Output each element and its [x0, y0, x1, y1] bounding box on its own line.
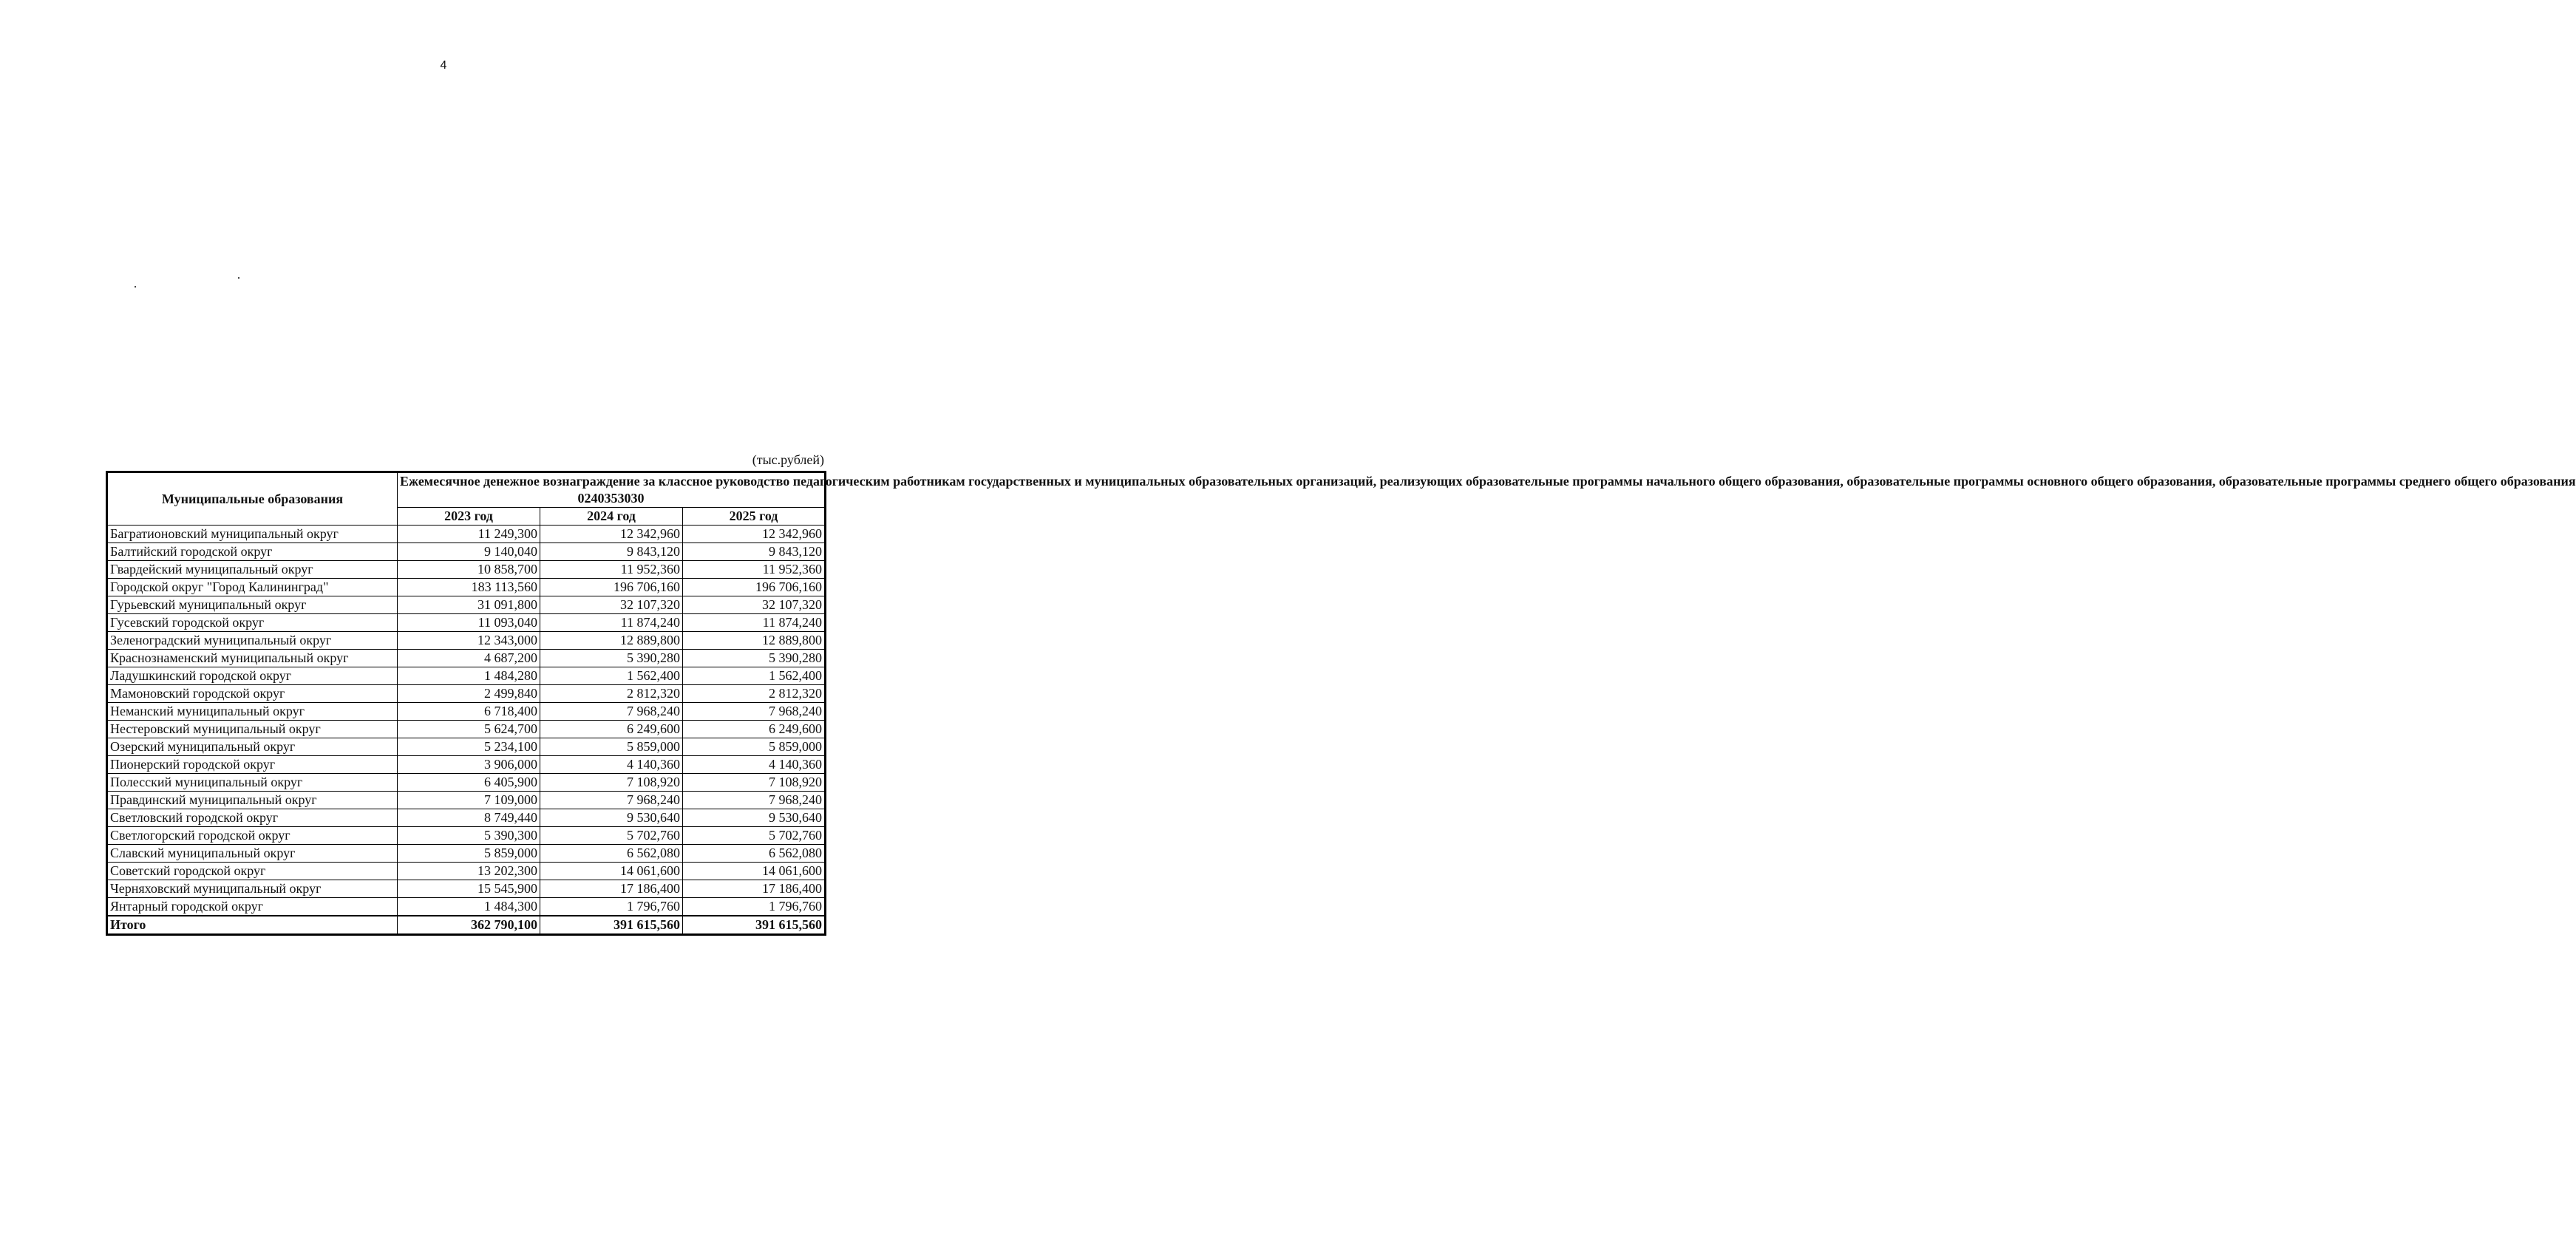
value-2025: 7 968,240 — [683, 703, 826, 721]
value-2025: 1 562,400 — [683, 667, 826, 685]
value-2025: 5 702,760 — [683, 827, 826, 845]
value-2023: 31 091,800 — [398, 596, 540, 614]
total-2025: 391 615,560 — [683, 916, 826, 935]
value-2025: 1 796,760 — [683, 898, 826, 916]
municipality-name: Неманский муниципальный округ — [107, 703, 398, 721]
value-2024: 6 562,080 — [540, 845, 683, 863]
value-2024: 4 140,360 — [540, 756, 683, 774]
table-row — [107, 596, 826, 614]
value-2024: 1 796,760 — [540, 898, 683, 916]
value-2025: 12 342,960 — [683, 526, 826, 543]
value-2023: 5 390,300 — [398, 827, 540, 845]
year-header-2025: 2025 год — [683, 508, 826, 526]
table-row — [107, 863, 826, 880]
value-2025: 11 874,240 — [683, 614, 826, 632]
table-row — [107, 614, 826, 632]
value-2025: 196 706,160 — [683, 579, 826, 596]
value-2024: 12 889,800 — [540, 632, 683, 650]
municipality-name: Балтийский городской округ — [107, 543, 398, 561]
municipality-name: Советский городской округ — [107, 863, 398, 880]
value-2025: 2 812,320 — [683, 685, 826, 703]
value-2024: 7 968,240 — [540, 703, 683, 721]
value-2023: 1 484,300 — [398, 898, 540, 916]
value-2023: 5 234,100 — [398, 738, 540, 756]
value-2024: 14 061,600 — [540, 863, 683, 880]
value-2024: 9 843,120 — [540, 543, 683, 561]
value-2024: 5 702,760 — [540, 827, 683, 845]
value-2025: 5 859,000 — [683, 738, 826, 756]
scan-speck — [238, 277, 239, 279]
value-2025: 9 530,640 — [683, 809, 826, 827]
value-2025: 7 108,920 — [683, 774, 826, 792]
municipality-name: Городской округ "Город Калининград" — [107, 579, 398, 596]
units-label: (тыс.рублей) — [752, 452, 824, 467]
table-row — [107, 827, 826, 845]
value-2024: 5 859,000 — [540, 738, 683, 756]
value-2025: 9 843,120 — [683, 543, 826, 561]
municipality-name: Гурьевский муниципальный округ — [107, 596, 398, 614]
municipality-name: Зеленоградский муниципальный округ — [107, 632, 398, 650]
value-2025: 6 562,080 — [683, 845, 826, 863]
table-row — [107, 543, 826, 561]
municipality-name: Светлогорский городской округ — [107, 827, 398, 845]
table-row — [107, 845, 826, 863]
scan-speck — [135, 286, 136, 288]
municipality-name: Правдинский муниципальный округ — [107, 792, 398, 809]
value-2023: 15 545,900 — [398, 880, 540, 898]
value-2024: 1 562,400 — [540, 667, 683, 685]
table-row — [107, 667, 826, 685]
value-2024: 32 107,320 — [540, 596, 683, 614]
table-row — [107, 792, 826, 809]
total-2023: 362 790,100 — [398, 916, 540, 935]
value-2023: 10 858,700 — [398, 561, 540, 579]
value-2024: 9 530,640 — [540, 809, 683, 827]
table-body — [107, 526, 826, 935]
value-2024: 7 108,920 — [540, 774, 683, 792]
value-2023: 7 109,000 — [398, 792, 540, 809]
municipality-name: Пионерский городской округ — [107, 756, 398, 774]
value-2024: 11 874,240 — [540, 614, 683, 632]
municipality-name: Черняховский муниципальный округ — [107, 880, 398, 898]
municipality-name: Багратионовский муниципальный округ — [107, 526, 398, 543]
value-2023: 6 405,900 — [398, 774, 540, 792]
municipality-name: Краснознаменский муниципальный округ — [107, 650, 398, 667]
value-2023: 6 718,400 — [398, 703, 540, 721]
table-header — [107, 472, 2576, 526]
value-2025: 7 968,240 — [683, 792, 826, 809]
value-2025: 17 186,400 — [683, 880, 826, 898]
value-2025: 32 107,320 — [683, 596, 826, 614]
value-2025: 11 952,360 — [683, 561, 826, 579]
value-2023: 5 859,000 — [398, 845, 540, 863]
table-row — [107, 632, 826, 650]
total-2024: 391 615,560 — [540, 916, 683, 935]
municipality-name: Полесский муниципальный округ — [107, 774, 398, 792]
value-2024: 5 390,280 — [540, 650, 683, 667]
table-row — [107, 526, 826, 543]
value-2024: 6 249,600 — [540, 721, 683, 738]
value-2023: 3 906,000 — [398, 756, 540, 774]
table-row — [107, 561, 826, 579]
value-2025: 14 061,600 — [683, 863, 826, 880]
indicator-code: 0240353030 — [577, 491, 645, 506]
municipality-name: Ладушкинский городской округ — [107, 667, 398, 685]
municipality-name: Гвардейский муниципальный округ — [107, 561, 398, 579]
table-row — [107, 898, 826, 916]
value-2023: 11 249,300 — [398, 526, 540, 543]
value-2023: 1 484,280 — [398, 667, 540, 685]
year-header-2024: 2024 год — [540, 508, 683, 526]
value-2023: 2 499,840 — [398, 685, 540, 703]
value-2023: 9 140,040 — [398, 543, 540, 561]
value-2024: 11 952,360 — [540, 561, 683, 579]
value-2023: 11 093,040 — [398, 614, 540, 632]
value-2023: 183 113,560 — [398, 579, 540, 596]
table-row — [107, 756, 826, 774]
value-2025: 6 249,600 — [683, 721, 826, 738]
municipality-name: Озерский муниципальный округ — [107, 738, 398, 756]
value-2024: 2 812,320 — [540, 685, 683, 703]
indicator-title: Ежемесячное денежное вознаграждение за классное руководство педагогическим работникам государственных и муниципальных образовательных организаций, реализующих образовательные программы начального общего образования, образовательные программы основного общего образования, образовательные программы среднего общего образования — [400, 474, 2576, 489]
municipality-name: Гусевский городской округ — [107, 614, 398, 632]
value-2023: 12 343,000 — [398, 632, 540, 650]
value-2023: 4 687,200 — [398, 650, 540, 667]
value-2024: 196 706,160 — [540, 579, 683, 596]
value-2024: 7 968,240 — [540, 792, 683, 809]
year-header-2023: 2023 год — [398, 508, 540, 526]
budget-table — [106, 471, 2576, 936]
value-2023: 13 202,300 — [398, 863, 540, 880]
total-label: Итого — [107, 916, 398, 935]
table-row — [107, 880, 826, 898]
municipality-name: Светловский городской округ — [107, 809, 398, 827]
municipality-name: Мамоновский городской округ — [107, 685, 398, 703]
table-row — [107, 721, 826, 738]
table-row — [107, 685, 826, 703]
table-row — [107, 809, 826, 827]
municipality-name: Славский муниципальный округ — [107, 845, 398, 863]
table-row — [107, 774, 826, 792]
value-2025: 5 390,280 — [683, 650, 826, 667]
indicator-header — [398, 472, 2576, 508]
value-2023: 8 749,440 — [398, 809, 540, 827]
municipal-column-header: Муниципальные образования — [107, 472, 398, 526]
total-row — [107, 916, 826, 935]
municipality-name: Янтарный городской округ — [107, 898, 398, 916]
value-2025: 12 889,800 — [683, 632, 826, 650]
municipality-name: Нестеровский муниципальный округ — [107, 721, 398, 738]
table-row — [107, 650, 826, 667]
table-row — [107, 738, 826, 756]
value-2024: 17 186,400 — [540, 880, 683, 898]
table-row — [107, 703, 826, 721]
value-2023: 5 624,700 — [398, 721, 540, 738]
value-2025: 4 140,360 — [683, 756, 826, 774]
page-number: 4 — [440, 59, 447, 72]
value-2024: 12 342,960 — [540, 526, 683, 543]
table-row — [107, 579, 826, 596]
